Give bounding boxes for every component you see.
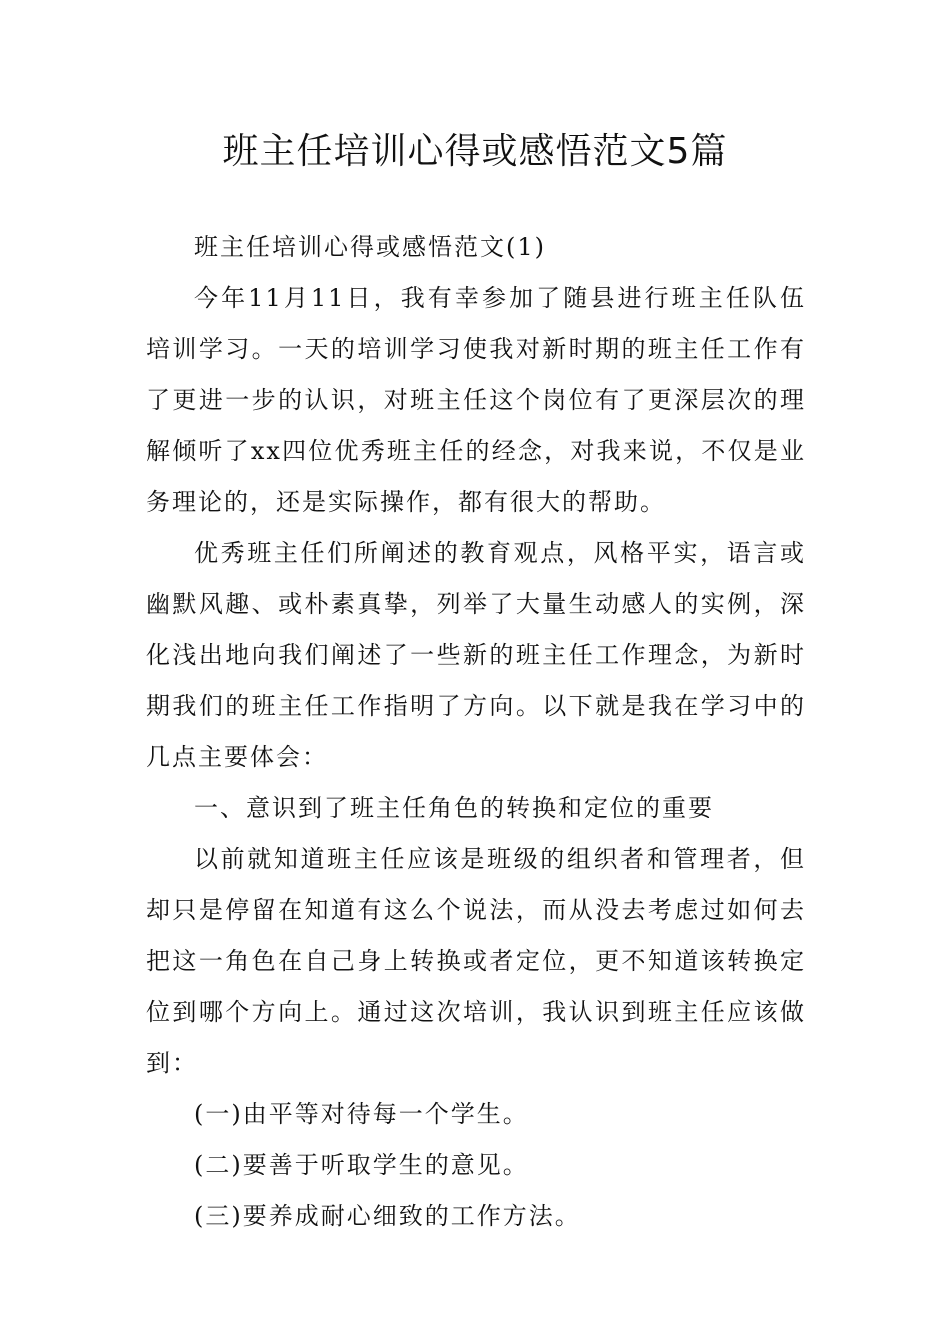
paragraph-observations: 优秀班主任们所阐述的教育观点，风格平实，语言或幽默风趣、或朴素真挚，列举了大量生动感人的实例，深化浅出地向我们阐述了一些新的班主任工作理念，为新时期我们的班主任工作指明了方向。以下就是我在学习中的几点主要体会：: [146, 539, 806, 771]
document-title: 班主任培训心得或感悟范文5篇: [222, 131, 728, 172]
list-item-3: (三)要养成耐心细致的工作方法。: [194, 1202, 581, 1230]
paragraph-intro: 今年11月11日，我有幸参加了随县进行班主任队伍培训学习。一天的培训学习使我对新时期的班主任工作有了更进一步的认识，对班主任这个岗位有了更深层次的理解倾听了xx四位优秀班主任的经念，对我来说，不仅是业务理论的，还是实际操作，都有很大的帮助。: [146, 284, 806, 516]
document-body: [146, 222, 806, 1242]
list-item-1: (一)由平等对待每一个学生。: [194, 1100, 529, 1128]
section-heading-fanwen-1: 班主任培训心得或感悟范文(1): [194, 233, 546, 261]
list-item-2: (二)要善于听取学生的意见。: [194, 1151, 529, 1179]
subheading-role-transition: 一、意识到了班主任角色的转换和定位的重要: [194, 794, 714, 822]
paragraph-role-definition: 以前就知道班主任应该是班级的组织者和管理者，但却只是停留在知道有这么个说法，而从没去考虑过如何去把这一角色在自己身上转换或者定位，更不知道该转换定位到哪个方向上。通过这次培训，我认识到班主任应该做到：: [146, 845, 806, 1077]
